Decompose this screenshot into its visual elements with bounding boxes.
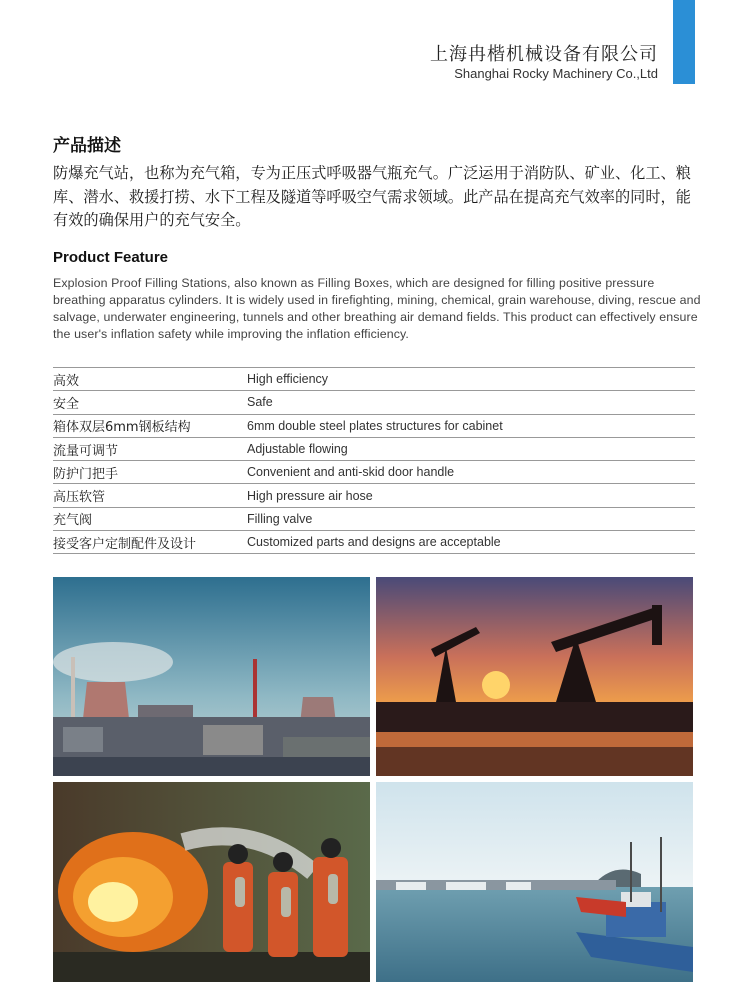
table-row: [53, 531, 695, 554]
header-accent-bar: [673, 0, 695, 84]
feature-en: Filling valve: [247, 511, 313, 526]
table-row: [53, 484, 695, 507]
feature-cn: 防护门把手: [53, 466, 119, 482]
company-name-en: Shanghai Rocky Machinery Co.,Ltd: [454, 66, 658, 81]
feature-en: High efficiency: [247, 372, 329, 387]
company-name-cn: 上海冉楷机械设备有限公司: [430, 44, 658, 65]
feature-cn: 箱体双层6mm钢板结构: [53, 420, 191, 436]
feature-en: Adjustable flowing: [247, 442, 348, 457]
description-text-cn: 防爆充气站，也称为充气箱，专为正压式呼吸器气瓶充气。广泛运用于消防队、矿业、化工、粮库、潜水、救援打捞、水下工程及隧道等呼吸空气需求领域。此产品在提高充气效率的同时，能有效的确保用户的充气安全。: [53, 164, 691, 229]
table-row: [53, 391, 695, 414]
table-row: [53, 368, 695, 391]
feature-cn: 流量可调节: [53, 443, 119, 459]
description-text-en: Explosion Proof Filling Stations, also known as Filling Boxes, which are designed for filling positive pressure breathing apparatus cylinders. It is widely used in firefighting, mining, chemical, grain warehouse, diving, rescue and salvage, underwater engineering, tunnels and other breathing air demand fields. This product can effectively ensure the user's inflation safety while improving the inflation efficiency.: [53, 276, 701, 341]
table-row: [53, 508, 695, 531]
table-row: [53, 438, 695, 461]
feature-title-en: Product Feature: [53, 249, 169, 266]
feature-cn: 高效: [53, 373, 80, 389]
feature-en: High pressure air hose: [247, 488, 373, 503]
photo-chemical-plant: [53, 577, 370, 776]
feature-en: 6mm double steel plates structures for cabinet: [247, 418, 503, 433]
feature-cn: 接受客户定制配件及设计: [53, 536, 197, 552]
table-row: [53, 461, 695, 484]
feature-cn: 高压软管: [53, 490, 106, 506]
photo-harbor-boats: [376, 782, 693, 982]
table-row: [53, 415, 695, 438]
feature-cn: 充气阀: [53, 513, 93, 529]
company-header: [430, 44, 658, 82]
feature-en: Customized parts and designs are acceptable: [247, 535, 501, 550]
photo-firefighters: [53, 782, 370, 982]
feature-en: Safe: [247, 395, 273, 410]
feature-en: Convenient and anti-skid door handle: [247, 465, 455, 480]
description-title-cn: 产品描述: [53, 136, 121, 156]
feature-table: [53, 367, 695, 554]
photo-oil-pumpjacks: [376, 577, 693, 776]
feature-cn: 安全: [53, 396, 80, 412]
